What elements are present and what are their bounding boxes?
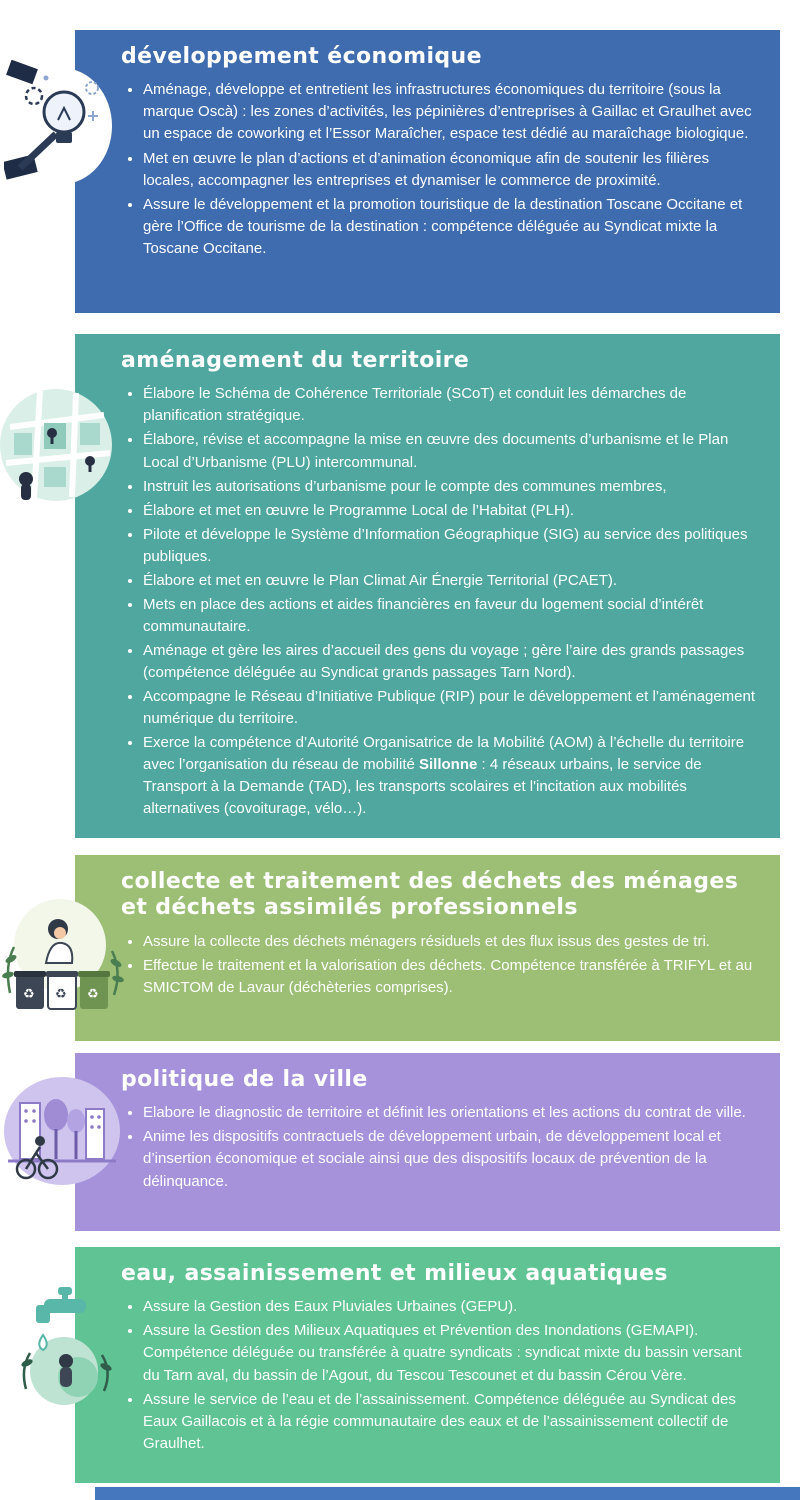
section-title: aménagement du territoire	[121, 348, 470, 373]
bullet-list	[121, 383, 756, 820]
bullet-item: • Effectue le traitement et la valorisation des déchets. Compétence transférée à TRIFYL et au SMICTOM de Lavaur (déchèteries comprises).	[143, 955, 756, 999]
svg-text:♻: ♻	[87, 986, 99, 1001]
bullet-item: • Pilote et développe le Système d’Information Géographique (SIG) au service des politiques publiques.	[143, 524, 756, 568]
bullet-item: • Anime les dispositifs contractuels de développement urbain, de développement local et d’insertion économique et sociale ainsi que des dispositifs locaux de prévention de la délinquance.	[143, 1126, 756, 1192]
water-tap-illustration	[14, 1283, 114, 1407]
section-title: eau, assainissement et milieux aquatiques	[121, 1261, 668, 1286]
bullet-text: Exerce la compétence d’Autorité Organisatrice de la Mobilité (AOM) à l’échelle du territoire avec l’organisation du réseau de mobilité	[143, 734, 745, 774]
svg-text:♻: ♻	[23, 986, 35, 1001]
bullet-item: • Élabore, révise et accompagne la mise en œuvre des documents d’urbanisme et le Plan Local d’Urbanisme (PLU) intercommunal.	[143, 429, 756, 473]
bullet-item: • Aménage et gère les aires d’accueil des gens du voyage ; gère l’aire des grands passages (compétence déléguée au Syndicat grands passages Tarn Nord).	[143, 640, 756, 684]
section-collecte-dechets	[75, 855, 780, 1041]
section-developpement-economique	[75, 30, 780, 313]
bullet-item: • Élabore et met en œuvre le Programme Local de l’Habitat (PLH).	[143, 500, 756, 522]
section-title: politique de la ville	[121, 1067, 368, 1092]
bullet-list	[121, 1296, 756, 1454]
bullet-item: • Aménage, développe et entretient les infrastructures économiques du territoire (sous la marque Oscà) : les zones d’activités, les pépinières d’entreprises à Gaillac et Graulhet avec un espace de coworking et l’Essor Maraîcher, espace test dédié au maraîchage biologique.	[143, 79, 756, 145]
waste-bins-illustration	[0, 893, 126, 1017]
bullet-item: • Mets en place des actions et aides financières en faveur du logement social d’intérêt communautaire.	[143, 594, 756, 638]
bold-term: Sillonne	[419, 756, 478, 774]
bullet-item	[143, 732, 756, 820]
bullet-list	[121, 79, 756, 259]
bullet-item: • Assure le service de l’eau et de l’assainissement. Compétence déléguée au Syndicat des Eaux Gaillacois et à la régie communautaire des eaux et de l’assainissement collectif de Graulhet.	[143, 1389, 756, 1455]
bullet-list	[121, 931, 756, 999]
bullet-item: • Accompagne le Réseau d’Initiative Publique (RIP) pour le développement et l’aménagement numérique du territoire.	[143, 686, 756, 730]
svg-text:♻: ♻	[55, 986, 67, 1001]
territory-map-illustration	[0, 383, 118, 507]
bullet-item: • Elabore le diagnostic de territoire et définit les orientations et les actions du contrat de ville.	[143, 1102, 756, 1124]
bullet-item: • Assure le développement et la promotion touristique de la destination Toscane Occitane et gère l’Office de tourisme de la destination : compétence déléguée au Syndicat mixte la Toscane Occitane.	[143, 194, 756, 260]
section-title: développement économique	[121, 44, 482, 69]
bullet-text: : 4 réseaux urbains, le service de Transport à la Demande (TAD), les transports scolaires et l'incitation aux mobilités alternatives (covoiturage, vélo…).	[143, 756, 702, 818]
bullet-item: • Instruit les autorisations d’urbanisme pour le compte des communes membres,	[143, 476, 756, 498]
innovation-lightbulb-illustration	[4, 60, 116, 188]
bullet-item: • Met en œuvre le plan d’actions et d’animation économique afin de soutenir les filières locales, accompagner les entreprises et dynamiser le commerce de proximité.	[143, 148, 756, 192]
section-eau-assainissement	[75, 1247, 780, 1483]
city-park-illustration	[0, 1073, 124, 1189]
bullet-item: • Élabore le Schéma de Cohérence Territoriale (SCoT) et conduit les démarches de planification stratégique.	[143, 383, 756, 427]
section-politique-de-la-ville	[75, 1053, 780, 1231]
section-title: collecte et traitement des déchets des ménages et déchets assimilés professionnels	[121, 869, 739, 921]
section-amenagement-du-territoire	[75, 334, 780, 838]
bullet-list	[121, 1102, 756, 1192]
bullet-item: • Assure la Gestion des Milieux Aquatiques et Prévention des Inondations (GEMAPI). Compétence déléguée ou transférée à quatre syndicats : syndicat mixte du bassin versant du Tarn aval, du bassin de l’Agout, du Tescou Tescounet et du bassin Cérou Vère.	[143, 1320, 756, 1386]
truncated-next-section-strip	[95, 1487, 800, 1500]
bullet-item: • Élabore et met en œuvre le Plan Climat Air Énergie Territorial (PCAET).	[143, 570, 756, 592]
bullet-item: • Assure la collecte des déchets ménagers résiduels et des flux issus des gestes de tri.	[143, 931, 756, 953]
bullet-item: • Assure la Gestion des Eaux Pluviales Urbaines (GEPU).	[143, 1296, 756, 1318]
